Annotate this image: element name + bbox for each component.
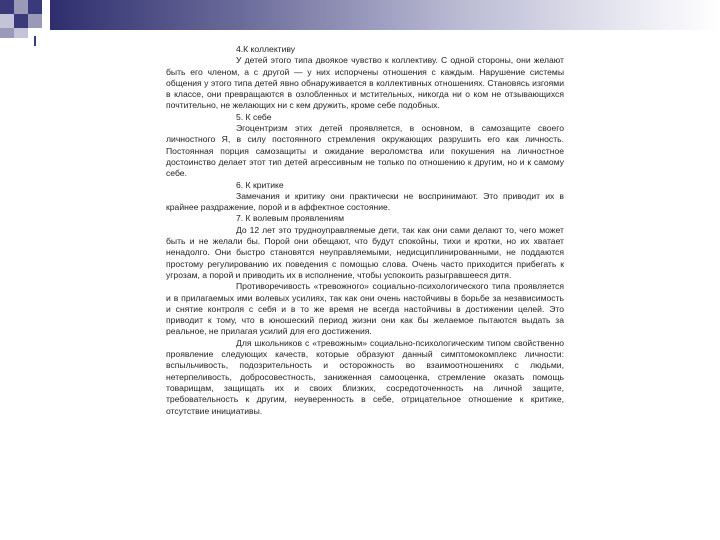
decor-square xyxy=(28,14,42,28)
section-heading: 6. К критике xyxy=(236,179,284,190)
decor-square xyxy=(28,0,42,14)
decor-square xyxy=(0,28,14,38)
slide-header-decoration xyxy=(0,0,720,40)
decor-square xyxy=(14,14,28,28)
document-body xyxy=(166,44,564,417)
section-heading: 5. К себе xyxy=(236,111,272,122)
decor-line xyxy=(34,36,36,46)
body-paragraph: У детей этого типа двоякое чувство к коллективу. С одной стороны, они желают быть его членом, а с другой — у них испорчены отношения с каждым. Нарушение системы общения у этого типа детей явно обнаруживается в коллективных отношениях. Становясь изгоями в классе, они превращаются в озлобленных и мстительных, никогда ни о ком не отзывающихся почтительно, не желающих ни с кем дружить, кроме себе подобных. xyxy=(166,55,564,111)
body-paragraph: Для школьников с «тревожным» социально-психологическим типом свойственно проявление следующих качеств, которые образуют данный симптомокомплекс личности: вспыльчивость, подозрительность и осторожность во взаимоотношениях с людьми, нетерпеливость, добросовестность, заниженная самооценка, стремление оказать помощь товарищам, защищать их и своих близких, сосредоточенность на личной защите, требовательность к другим, неуверенность в себе, отрицательное отношение к критике, отсутствие инициативы. xyxy=(166,337,564,416)
body-paragraph: До 12 лет это трудноуправляемые дети, так как они сами делают то, чего может быть и не желали бы. Порой они обещают, что будут спокойны, тихи и кротки, но их хватает ненадолго. Они быстро становятся неуправляемыми, недисциплинированными, не поддаются простому регулированию их поведения с помощью слова. Очень часто приходится прибегать к угрозам, а порой и приводить их в исполнение, чтобы успокоить разыгравшееся дитя. xyxy=(166,224,564,280)
decor-square xyxy=(0,0,14,14)
body-paragraph: Противоречивость «тревожного» социально-психологического типа проявляется и в прилагаемых ими волевых усилиях, так как они очень настойчивы в борьбе за независимость и снятие контроля с себя и в то же время не всегда настойчивы в достижении целей. Это приводит к тому, что в юношеский период жизни они как бы желаемое пытаются выдать за реальное, не прилагая усилий для его достижения. xyxy=(166,281,564,337)
section-heading: 4.К коллективу xyxy=(236,44,296,54)
decor-square xyxy=(14,28,28,38)
section-heading: 7. К волевым проявлениям xyxy=(236,213,344,224)
decor-square xyxy=(0,14,14,28)
body-paragraph: Замечания и критику они практически не воспринимают. Это приводит их в крайнее раздражение, порой и в аффектное состояние. xyxy=(166,190,564,213)
gradient-band xyxy=(50,0,720,30)
body-paragraph: Эгоцентризм этих детей проявляется, в основном, в самозащите своего личностного Я, в силу постоянного стремления окружающих разрушить его как личность. Постоянная порция самозащиты и ожидание вероломства или покушения на личностное достоинство делает этот тип детей агрессивным не только по отношению к другим, но и к самому себе. xyxy=(166,123,564,179)
decor-square xyxy=(14,0,28,14)
